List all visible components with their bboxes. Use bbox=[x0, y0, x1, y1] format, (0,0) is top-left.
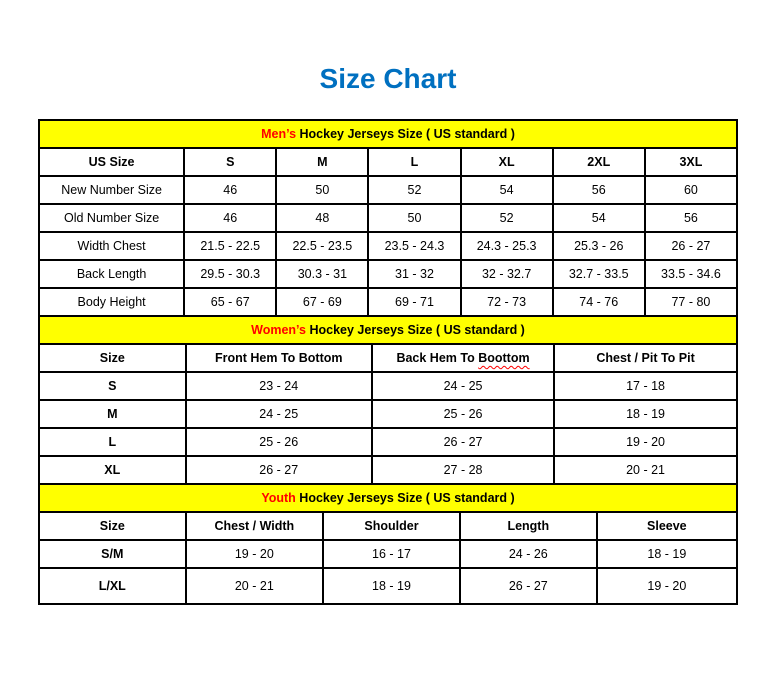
table-row bbox=[39, 456, 737, 484]
size-value: 20 - 21 bbox=[554, 456, 737, 484]
section-title-text: Hockey Jerseys Size ( US standard ) bbox=[306, 322, 525, 337]
column-header-text: Back Hem To bbox=[396, 350, 479, 365]
column-header-row bbox=[39, 512, 737, 540]
size-value: 33.5 - 34.6 bbox=[645, 260, 737, 288]
size-value: 24 - 25 bbox=[186, 400, 372, 428]
size-value: 24 - 26 bbox=[460, 540, 597, 568]
youth-column-header: Sleeve bbox=[597, 512, 737, 540]
mens-table bbox=[38, 119, 738, 317]
size-value: 60 bbox=[645, 176, 737, 204]
row-label: Width Chest bbox=[39, 232, 184, 260]
table-row bbox=[39, 260, 737, 288]
size-value: 26 - 27 bbox=[460, 568, 597, 604]
section-title-text: Hockey Jerseys Size ( US standard ) bbox=[295, 490, 515, 505]
table-row bbox=[39, 288, 737, 316]
section-band-row bbox=[39, 484, 737, 512]
size-value: 31 - 32 bbox=[368, 260, 460, 288]
size-value: 29.5 - 30.3 bbox=[184, 260, 276, 288]
size-value: 22.5 - 23.5 bbox=[276, 232, 368, 260]
size-value: 67 - 69 bbox=[276, 288, 368, 316]
womens-column-header bbox=[372, 344, 554, 372]
womens-section-band bbox=[39, 316, 737, 344]
youth-column-header: Shoulder bbox=[323, 512, 460, 540]
size-value: 65 - 67 bbox=[184, 288, 276, 316]
mens-column-header: 2XL bbox=[553, 148, 645, 176]
row-label: S bbox=[39, 372, 186, 400]
row-label: L bbox=[39, 428, 186, 456]
table-row bbox=[39, 428, 737, 456]
size-value: 32.7 - 33.5 bbox=[553, 260, 645, 288]
size-value: 50 bbox=[276, 176, 368, 204]
mens-column-header: M bbox=[276, 148, 368, 176]
audience-label: Women’s bbox=[251, 322, 306, 337]
size-value: 56 bbox=[645, 204, 737, 232]
womens-column-header: Chest / Pit To Pit bbox=[554, 344, 737, 372]
womens-column-header: Front Hem To Bottom bbox=[186, 344, 372, 372]
mens-section-band bbox=[39, 120, 737, 148]
column-header-row bbox=[39, 148, 737, 176]
youth-table bbox=[38, 483, 738, 605]
audience-label: Men’s bbox=[261, 126, 297, 141]
size-value: 46 bbox=[184, 204, 276, 232]
size-value: 24.3 - 25.3 bbox=[461, 232, 553, 260]
size-value: 16 - 17 bbox=[323, 540, 460, 568]
table-row bbox=[39, 372, 737, 400]
size-value: 21.5 - 22.5 bbox=[184, 232, 276, 260]
mens-column-header: US Size bbox=[39, 148, 184, 176]
size-value: 56 bbox=[553, 176, 645, 204]
size-value: 26 - 27 bbox=[372, 428, 554, 456]
row-label: Old Number Size bbox=[39, 204, 184, 232]
youth-column-header: Size bbox=[39, 512, 186, 540]
size-value: 26 - 27 bbox=[645, 232, 737, 260]
row-label: XL bbox=[39, 456, 186, 484]
size-value: 19 - 20 bbox=[186, 540, 324, 568]
womens-table bbox=[38, 315, 738, 485]
size-value: 46 bbox=[184, 176, 276, 204]
page-title: Size Chart bbox=[319, 63, 457, 94]
row-label: M bbox=[39, 400, 186, 428]
size-value: 69 - 71 bbox=[368, 288, 460, 316]
row-label: L/XL bbox=[39, 568, 186, 604]
table-row bbox=[39, 540, 737, 568]
table-row bbox=[39, 232, 737, 260]
size-value: 54 bbox=[461, 176, 553, 204]
size-value: 52 bbox=[461, 204, 553, 232]
size-chart-tables bbox=[38, 119, 738, 605]
audience-label: Youth bbox=[261, 490, 296, 505]
table-row bbox=[39, 176, 737, 204]
size-value: 54 bbox=[553, 204, 645, 232]
size-value: 30.3 - 31 bbox=[276, 260, 368, 288]
size-value: 25.3 - 26 bbox=[553, 232, 645, 260]
row-label: Back Length bbox=[39, 260, 184, 288]
size-value: 52 bbox=[368, 176, 460, 204]
size-value: 20 - 21 bbox=[186, 568, 324, 604]
size-value: 32 - 32.7 bbox=[461, 260, 553, 288]
row-label: S/M bbox=[39, 540, 186, 568]
misspelled-word: Boottom bbox=[478, 350, 530, 365]
size-value: 19 - 20 bbox=[554, 428, 737, 456]
section-band-row bbox=[39, 316, 737, 344]
size-value: 27 - 28 bbox=[372, 456, 554, 484]
size-value: 23.5 - 24.3 bbox=[368, 232, 460, 260]
mens-column-header: S bbox=[184, 148, 276, 176]
section-title-text: Hockey Jerseys Size ( US standard ) bbox=[296, 126, 515, 141]
size-value: 50 bbox=[368, 204, 460, 232]
section-band-row bbox=[39, 120, 737, 148]
table-row bbox=[39, 400, 737, 428]
size-value: 17 - 18 bbox=[554, 372, 737, 400]
mens-column-header: L bbox=[368, 148, 460, 176]
mens-column-header: 3XL bbox=[645, 148, 737, 176]
row-label: New Number Size bbox=[39, 176, 184, 204]
size-value: 24 - 25 bbox=[372, 372, 554, 400]
size-value: 18 - 19 bbox=[323, 568, 460, 604]
column-header-row bbox=[39, 344, 737, 372]
size-value: 77 - 80 bbox=[645, 288, 737, 316]
size-value: 25 - 26 bbox=[186, 428, 372, 456]
row-label: Body Height bbox=[39, 288, 184, 316]
womens-column-header: Size bbox=[39, 344, 186, 372]
size-value: 26 - 27 bbox=[186, 456, 372, 484]
table-row bbox=[39, 204, 737, 232]
table-row bbox=[39, 568, 737, 604]
size-value: 74 - 76 bbox=[553, 288, 645, 316]
youth-column-header: Chest / Width bbox=[186, 512, 324, 540]
size-value: 48 bbox=[276, 204, 368, 232]
size-value: 18 - 19 bbox=[597, 540, 737, 568]
size-value: 72 - 73 bbox=[461, 288, 553, 316]
size-value: 19 - 20 bbox=[597, 568, 737, 604]
youth-column-header: Length bbox=[460, 512, 597, 540]
youth-section-band bbox=[39, 484, 737, 512]
size-value: 23 - 24 bbox=[186, 372, 372, 400]
size-value: 18 - 19 bbox=[554, 400, 737, 428]
mens-column-header: XL bbox=[461, 148, 553, 176]
size-value: 25 - 26 bbox=[372, 400, 554, 428]
